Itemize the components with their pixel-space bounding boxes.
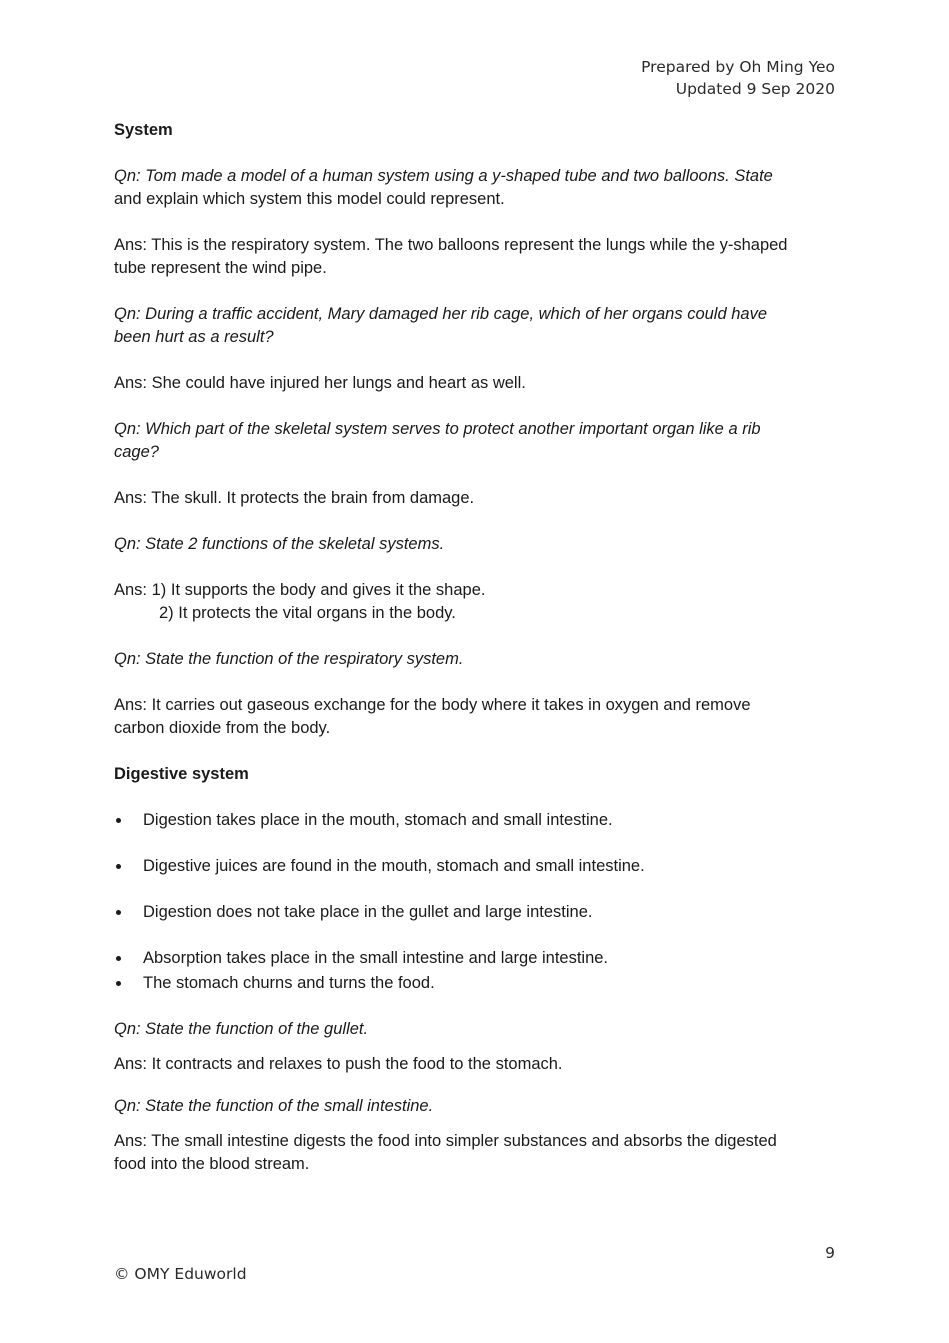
bullet-icon xyxy=(116,910,121,915)
question-2: Qn: During a traffic accident, Mary damaged her rib cage, which of her organs could have been hurt as a result? xyxy=(114,305,768,346)
answer-1: Ans: This is the respiratory system. The two balloons represent the lungs while the y-shaped tube represent the wind pipe. xyxy=(114,236,788,277)
bullet-icon xyxy=(116,864,121,869)
bullet-icon xyxy=(116,981,121,986)
copyright-footer: © OMY Eduworld xyxy=(114,1265,247,1283)
question-4: Qn: State 2 functions of the skeletal systems. xyxy=(114,535,445,553)
prepared-by: Prepared by Oh Ming Yeo xyxy=(641,58,835,76)
list-item: Digestion does not take place in the gullet and large intestine. xyxy=(114,901,836,924)
question-1: Qn: Tom made a model of a human system using a y-shaped tube and two balloons. State and explain which system this model could represent. xyxy=(114,167,773,208)
answer-5: Ans: It carries out gaseous exchange for the body where it takes in oxygen and remove carbon dioxide from the body. xyxy=(114,696,751,737)
answer-4: Ans: 1) It supports the body and gives it the shape. 2) It protects the vital organs in the body. xyxy=(114,581,486,622)
list-item: Digestive juices are found in the mouth, stomach and small intestine. xyxy=(114,855,836,878)
question-3: Qn: Which part of the skeletal system serves to protect another important organ like a rib cage? xyxy=(114,420,761,461)
question-small-intestine: Qn: State the function of the small intestine. xyxy=(114,1097,434,1115)
answer-gullet: Ans: It contracts and relaxes to push the food to the stomach. xyxy=(114,1055,563,1073)
answer-2: Ans: She could have injured her lungs and heart as well. xyxy=(114,374,526,392)
page-content xyxy=(114,119,836,1176)
list-item: Digestion takes place in the mouth, stomach and small intestine. xyxy=(114,809,836,832)
list-item: Absorption takes place in the small intestine and large intestine. xyxy=(114,947,836,970)
list-item: The stomach churns and turns the food. xyxy=(114,972,836,995)
bullet-icon xyxy=(116,818,121,823)
page-header xyxy=(641,56,835,100)
question-5: Qn: State the function of the respiratory system. xyxy=(114,650,464,668)
question-gullet: Qn: State the function of the gullet. xyxy=(114,1020,369,1038)
page-number: 9 xyxy=(825,1244,835,1262)
section-heading-system: System xyxy=(114,121,173,139)
digestive-bullet-list xyxy=(114,809,836,995)
answer-3: Ans: The skull. It protects the brain from damage. xyxy=(114,489,475,507)
bullet-icon xyxy=(116,956,121,961)
updated-date: Updated 9 Sep 2020 xyxy=(675,80,835,98)
section-heading-digestive: Digestive system xyxy=(114,765,249,783)
answer-small-intestine: Ans: The small intestine digests the food into simpler substances and absorbs the digested food into the blood stream. xyxy=(114,1132,777,1173)
